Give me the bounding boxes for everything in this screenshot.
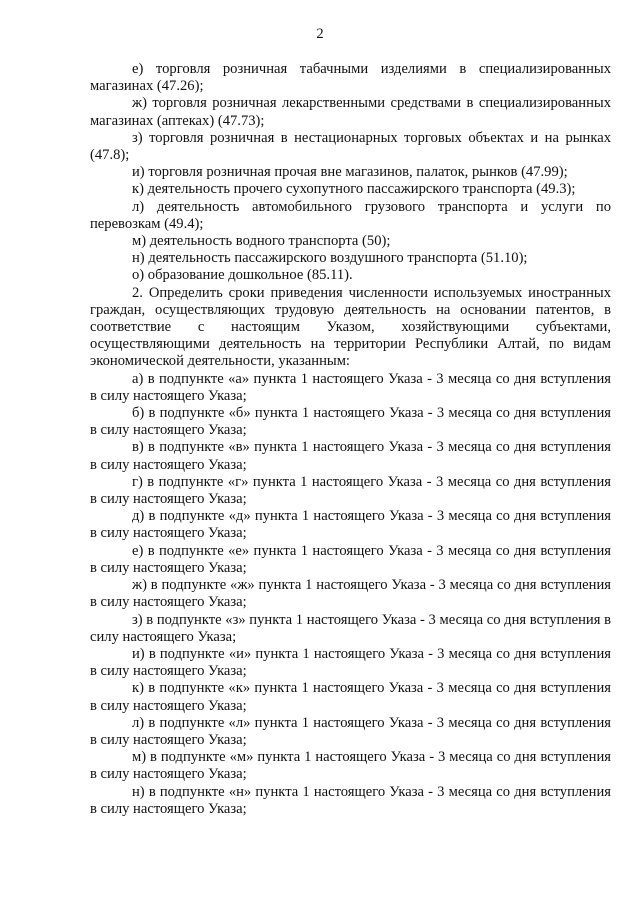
paragraph: е) в подпункте «е» пункта 1 настоящего Указа - 3 месяца со дня вступления в силу настоящего Указа;	[90, 542, 611, 576]
page-number: 2	[316, 26, 324, 42]
paragraph: а) в подпункте «а» пункта 1 настоящего Указа - 3 месяца со дня вступления в силу настоящего Указа;	[90, 370, 611, 404]
paragraph: л) деятельность автомобильного грузового транспорта и услуги по перевозкам (49.4);	[90, 198, 611, 232]
paragraph: в) в подпункте «в» пункта 1 настоящего Указа - 3 месяца со дня вступления в силу настоящего Указа;	[90, 439, 611, 473]
paragraph: 2. Определить сроки приведения численности используемых иностранных граждан, осуществляющих трудовую деятельность на основании патентов, в соответствие с настоящим Указом, хозяйствующими субъектами, осуществляющими деятельность на территории Республики Алтай, по видам экономической деятельности, указанным:	[90, 284, 611, 370]
paragraph: и) торговля розничная прочая вне магазинов, палаток, рынков (47.99);	[132, 164, 568, 181]
paragraph: д) в подпункте «д» пункта 1 настоящего Указа - 3 месяца со дня вступления в силу настоящего Указа;	[90, 508, 611, 542]
paragraph: з) торговля розничная в нестационарных торговых объектах и на рынках (47.8);	[90, 129, 611, 164]
paragraph: м) деятельность водного транспорта (50);	[132, 233, 391, 250]
paragraph: и) в подпункте «и» пункта 1 настоящего Указа - 3 месяца со дня вступления в силу настоящего Указа;	[90, 645, 611, 680]
paragraph: з) в подпункте «з» пункта 1 настоящего Указа - 3 месяца со дня вступления в силу настоящего Указа;	[90, 611, 611, 645]
paragraph: л) в подпункте «л» пункта 1 настоящего Указа - 3 месяца со дня вступления в силу настоящего Указа;	[90, 714, 611, 748]
paragraph: о) образование дошкольное (85.11).	[132, 267, 353, 284]
paragraph: н) в подпункте «н» пункта 1 настоящего Указа - 3 месяца со дня вступления в силу настоящего Указа;	[90, 783, 611, 817]
paragraph: к) деятельность прочего сухопутного пассажирского транспорта (49.3);	[132, 181, 576, 198]
paragraph: е) торговля розничная табачными изделиями в специализированных магазинах (47.26);	[90, 61, 611, 95]
paragraph: ж) в подпункте «ж» пункта 1 настоящего Указа - 3 месяца со дня вступления в силу настоящего Указа;	[90, 577, 611, 611]
paragraph: м) в подпункте «м» пункта 1 настоящего Указа - 3 месяца со дня вступления в силу настоящего Указа;	[90, 749, 611, 783]
paragraph: ж) торговля розничная лекарственными средствами в специализированных магазинах (аптеках) (47.73);	[90, 95, 611, 129]
paragraph: н) деятельность пассажирского воздушного транспорта (51.10);	[132, 250, 528, 267]
paragraph: б) в подпункте «б» пункта 1 настоящего Указа - 3 месяца со дня вступления в силу настоящего Указа;	[90, 405, 611, 439]
document-body	[90, 61, 611, 818]
paragraph: г) в подпункте «г» пункта 1 настоящего Указа - 3 месяца со дня вступления в силу настоящего Указа;	[90, 473, 611, 508]
paragraph: к) в подпункте «к» пункта 1 настоящего Указа - 3 месяца со дня вступления в силу настоящего Указа;	[90, 680, 611, 714]
